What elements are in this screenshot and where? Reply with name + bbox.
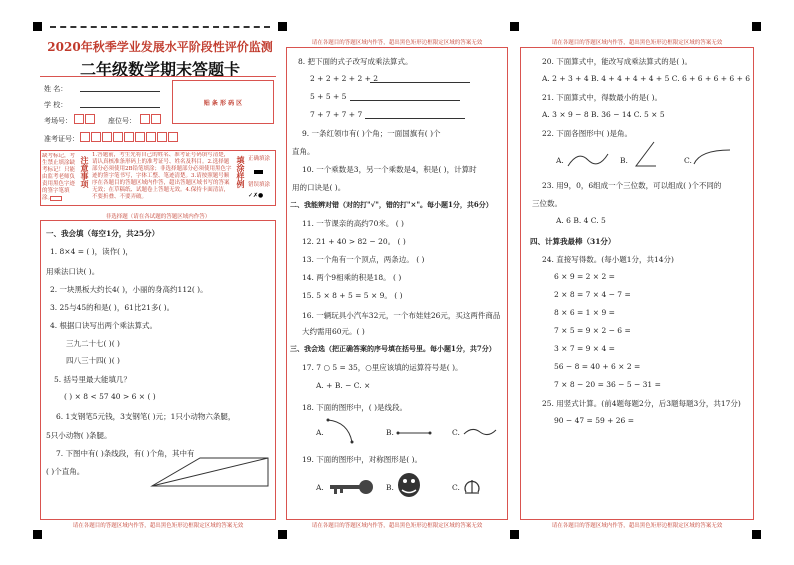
key-icon	[328, 478, 374, 496]
corner-mark	[510, 530, 519, 539]
q1-line1[interactable]: 1. 8×4 = ( )，读作( )，	[50, 247, 133, 256]
q18-c-label[interactable]: C.	[452, 428, 460, 437]
q16[interactable]: 16. 一辆玩具小汽车32元，一个布娃娃26元，买这两件商品大约需用60元。( )	[302, 311, 501, 336]
corner-mark	[510, 22, 519, 31]
q22-c-figure	[692, 146, 732, 166]
q22-c-label[interactable]: C.	[684, 156, 692, 165]
panel-note: 请在各题目的答题区域内作答，超出黑色矩形边框限定区域的答案无效	[72, 523, 244, 529]
q10-line2[interactable]: 用的口诀是( )。	[292, 183, 346, 192]
q20-options[interactable]: A. 2 + 3 + 4 B. 4 + 4 + 4 + 4 + 5 C. 6 + 6 + 6 + 6 + 6	[542, 74, 751, 83]
corner-mark	[33, 22, 42, 31]
sample-label: 填涂样例	[236, 156, 246, 188]
q4-row1[interactable]: 三九二十七( )( )	[66, 339, 120, 348]
corner-mark	[752, 530, 761, 539]
q8: 8. 把下面的式子改写成乘法算式。	[298, 57, 413, 66]
q21-options[interactable]: A. 3 × 9 − 8 B. 36 − 14 C. 5 × 5	[542, 110, 665, 119]
panel-note: 请在各题目的答题区域内作答，超出黑色矩形边框限定区域的答案无效	[311, 523, 483, 529]
barcode-area	[172, 80, 274, 124]
calc-row[interactable]: 3 × 7 = 9 × 4 =	[554, 344, 615, 353]
q20[interactable]: 20. 下面算式中，能改写成乘法算式的是( )。	[542, 57, 693, 66]
sample-correct-mark	[254, 170, 263, 174]
q7-figure	[150, 456, 270, 490]
q25-row[interactable]: 90 − 47 = 59 + 26 =	[554, 416, 634, 425]
tiger-papercut-icon	[396, 470, 422, 498]
q23-line1[interactable]: 23. 用9，0，6组成一个三位数，可以组成( )个不同的	[542, 181, 722, 190]
q19-b-label[interactable]: B.	[386, 483, 394, 492]
top-dash	[50, 26, 270, 28]
school-field[interactable]	[80, 107, 160, 108]
ticket-boxes[interactable]	[80, 132, 179, 144]
q22-a-figure	[566, 148, 610, 168]
q12[interactable]: 12. 21 + 40 > 82 − 20。 ( )	[302, 237, 406, 246]
q23-line2: 三位数。	[532, 199, 562, 208]
q15[interactable]: 15. 5 × 8 + 5 = 5 × 9。 ( )	[302, 291, 403, 300]
q22[interactable]: 22. 下面各图形中( )是角。	[542, 129, 633, 138]
panel-note: 请在各题目的答题区域内作答，超出黑色矩形边框限定区域的答案无效	[551, 40, 723, 46]
q8-c-answer[interactable]	[365, 118, 465, 119]
q24: 24. 直接写得数。(每小题1分，共14分)	[542, 255, 674, 264]
q19-c-label[interactable]: C.	[452, 483, 460, 492]
q10-line1[interactable]: 10. 一个乘数是3，另一个乘数是4，积是( )，计算时	[302, 165, 477, 174]
ticket-label: 准考证号：	[44, 135, 79, 143]
q7-line2[interactable]: ( )个直角。	[46, 467, 85, 476]
panel-note: 请在各题目的答题区域内作答，超出黑色矩形边框限定区域的答案无效	[311, 40, 483, 46]
school-label: 学 校：	[44, 101, 68, 109]
q13[interactable]: 13. 一个角有一个顶点，两条边。 ( )	[302, 255, 425, 264]
section-2-title: 二、我能辨对错（对的打"√"，错的打"×"。每小题1分，共6分）	[290, 200, 493, 209]
barcode-label: 贴 条 形 码 区	[203, 99, 243, 107]
calc-row[interactable]: 7 × 5 = 9 × 2 − 6 =	[554, 326, 631, 335]
q5: 5. 括号里最大能填几？	[54, 375, 132, 384]
q25: 25. 用竖式计算。(前4题每题2分，后3题每题3分，共17分)	[542, 399, 741, 408]
notes-label: 注意事项	[80, 156, 90, 188]
q9-line1[interactable]: 9. 一条红领巾有( )个角；一面国旗有( )个	[302, 129, 441, 138]
section-1-title: 一、我会填（每空1分，共25分）	[46, 229, 160, 238]
q3[interactable]: 3. 25与45的和是( )，61比21多( )。	[50, 303, 175, 312]
q7-line1[interactable]: 7. 下图中有( )条线段，有( )个角，其中有	[56, 449, 195, 458]
section-3-title: 三、我会选（把正确答案的序号填在括号里。每小题1分，共7分）	[290, 344, 496, 353]
q21[interactable]: 21. 下面算式中，得数最小的是( )。	[542, 93, 663, 102]
q8-a-answer[interactable]	[370, 82, 470, 83]
q8-c: 7 + 7 + 7 + 7	[310, 110, 363, 119]
absent-note: 缺考标记，考生禁止填涂缺考标记！只能由监考老师负责用黑色字迹的签字笔填涂。	[42, 153, 76, 201]
q8-b-answer[interactable]	[350, 100, 460, 101]
sample-correct: 正确填涂	[248, 156, 271, 162]
name-label: 姓 名：	[44, 85, 68, 93]
sample-wrong-marks: ✓✗●	[248, 192, 264, 199]
q22-b-label[interactable]: B.	[620, 156, 628, 165]
q6-line1[interactable]: 6. 1支钢笔5元钱，3支钢笔( )元；1只小动物六条腿，	[56, 412, 236, 421]
corner-mark	[278, 22, 287, 31]
sample-wrong: 错误填涂	[248, 182, 271, 188]
q18-a-figure	[326, 416, 356, 446]
q14[interactable]: 14. 两个9相乘的积是18。 ( )	[302, 273, 402, 282]
panel-note: 请在各题目的答题区域内作答，超出黑色矩形边框限定区域的答案无效	[551, 523, 723, 529]
calc-row[interactable]: 7 × 8 − 20 = 36 − 5 − 31 =	[554, 380, 661, 389]
q9-line2: 直角。	[292, 147, 315, 156]
q2[interactable]: 2. 一块黑板大约长4( )，小丽的身高约112( )。	[50, 285, 208, 294]
q1-line2[interactable]: 用乘法口诀( )。	[46, 267, 100, 276]
q19[interactable]: 19. 下面的图形中，对称图形是( )。	[302, 455, 423, 464]
q4-row2[interactable]: 四八三十四( )( )	[66, 356, 120, 365]
q19-a-label[interactable]: A.	[316, 483, 324, 492]
corner-mark	[278, 530, 287, 539]
q18[interactable]: 18. 下面的图形中，( )是线段。	[302, 403, 408, 412]
exam-room-label: 考场号：	[44, 117, 72, 125]
q18-a-label[interactable]: A.	[316, 428, 324, 437]
notes-text: 1.答题前，考生先将自己的姓名、准考证号码填写清楚，请认真核准条形码上的准考证号、姓名及科目。2.选择题部分必须使用2B铅笔填涂；非选择题部分必须使用黑色字迹的签字笔书写，字体工整、笔迹清楚。3.请按照题号顺序在各题目的答题区域内作答，超出答题区域书写的答案无效；在草稿纸、试题卷上答题无效。4.保持卡面清洁，不要折叠、不要弄破。	[92, 152, 232, 200]
seat-label: 座位号：	[108, 117, 136, 125]
q17[interactable]: 17. 7 ○ 5 = 35，○里应该填的运算符号是( )。	[302, 363, 463, 372]
q4: 4. 根据口诀写出两个乘法算式。	[50, 321, 158, 330]
calc-row[interactable]: 56 − 8 = 40 + 6 × 2 =	[554, 362, 641, 371]
section-4-title: 四、计算我最棒（31分）	[530, 237, 616, 246]
q17-options[interactable]: A. + B. − C. ×	[316, 381, 371, 390]
absent-mark-box[interactable]	[50, 196, 62, 201]
q11[interactable]: 11. 一节课亲的高约70米。 ( )	[302, 219, 404, 228]
calc-row[interactable]: 6 × 9 = 2 × 2 =	[554, 272, 615, 281]
page-title: 二年级数学期末答题卡	[79, 60, 240, 79]
calc-row[interactable]: 8 × 6 = 1 × 9 =	[554, 308, 615, 317]
q18-b-figure	[396, 428, 432, 438]
seat-boxes[interactable]	[140, 114, 162, 126]
corner-mark	[33, 530, 42, 539]
exam-room-boxes[interactable]	[74, 114, 96, 126]
q18-b-label[interactable]: B.	[386, 428, 394, 437]
exam-name: 2020年秋季学业发展水平阶段性评价监测	[47, 40, 273, 54]
name-field[interactable]	[80, 91, 160, 92]
symbol-icon	[462, 476, 482, 496]
corner-mark	[752, 22, 761, 31]
nonselect-hint: 非选择题（请在各试题的答题区域内作答）	[105, 214, 211, 220]
q22-a-label[interactable]: A.	[556, 156, 564, 165]
q23-options[interactable]: A. 6 B. 4 C. 5	[556, 216, 606, 225]
q18-c-figure	[462, 426, 498, 438]
q22-b-figure	[628, 140, 658, 168]
q5-row[interactable]: ( ) × 8 < 57 40 > 6 × ( )	[64, 392, 156, 401]
header-divider	[40, 76, 276, 77]
q8-b: 5 + 5 + 5	[310, 92, 347, 101]
q6-line2[interactable]: 5只小动物( )条腿。	[46, 431, 112, 440]
q8-a: 2 + 2 + 2 + 2 + 2	[310, 74, 379, 83]
calc-row[interactable]: 2 × 8 = 7 × 4 − 7 =	[554, 290, 631, 299]
